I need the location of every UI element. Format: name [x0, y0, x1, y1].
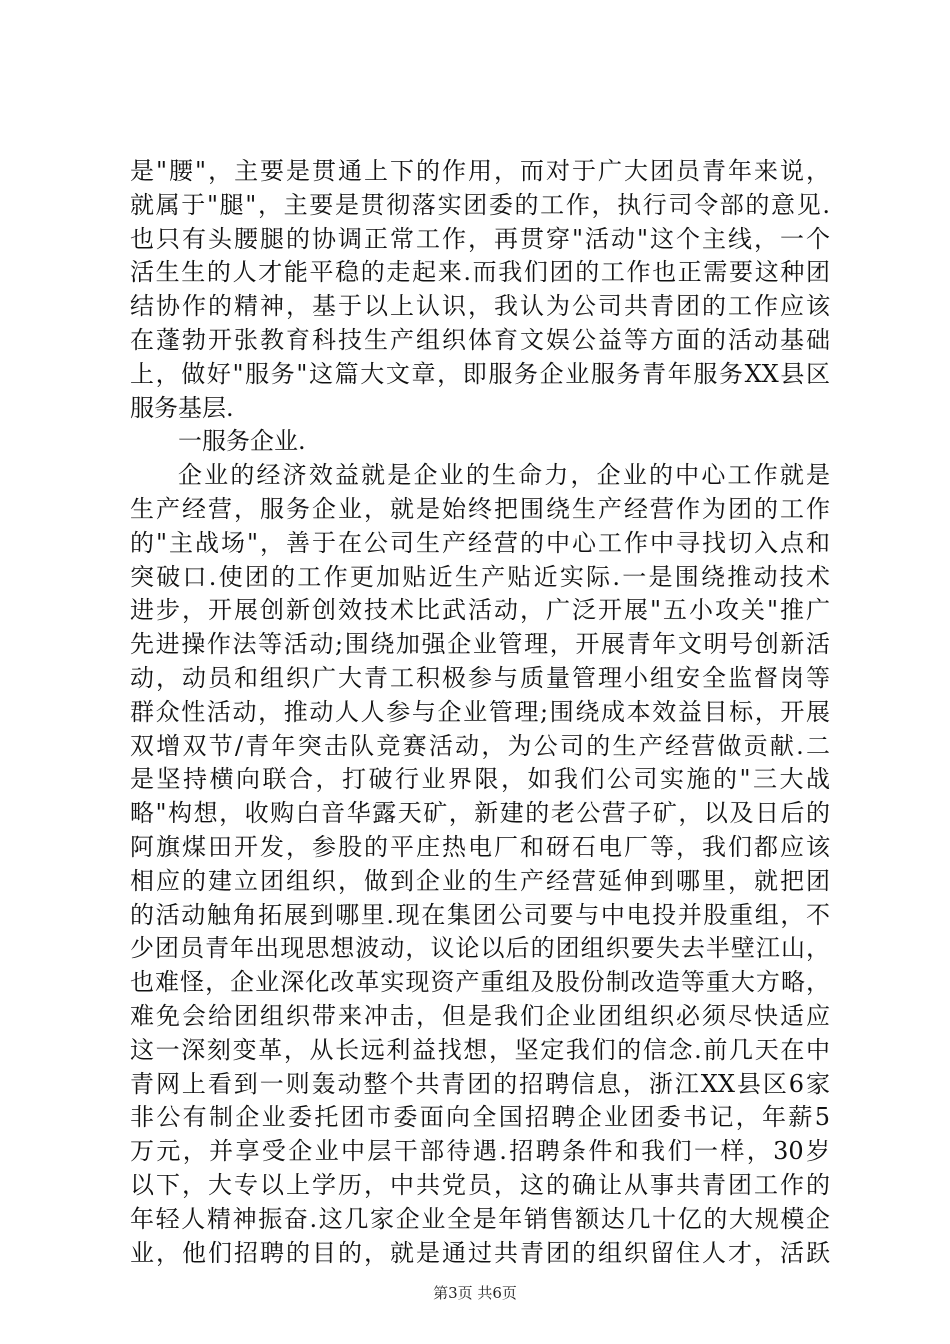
page-footer: 第3页 共6页 — [433, 1284, 517, 1302]
text-line: 也只有头腰腿的协调正常工作，再贯穿"活动"这个主线，一个 — [130, 224, 830, 253]
text-line: 业，他们招聘的目的，就是通过共青团的组织留住人才，活跃 — [130, 1238, 830, 1267]
text-line: 进步，开展创新创效技术比武活动，广泛开展"五小攻关"推广 — [130, 596, 830, 625]
text-line: 是"腰"，主要是贯通上下的作用，而对于广大团员青年来说， — [130, 157, 830, 185]
text-line: 相应的建立团组织，做到企业的生产经营延伸到哪里，就把团 — [130, 866, 830, 895]
text-line: 以下，大专以上学历，中共党员，这的确让从事共青团工作的 — [130, 1170, 830, 1199]
text-line: 上，做好"服务"这篇大文章，即服务企业服务青年服务XX县区 — [130, 359, 830, 388]
text-line: 结协作的精神，基于以上认识，我认为公司共青团的工作应该 — [130, 292, 830, 321]
text-line: 活生生的人才能平稳的走起来.而我们团的工作也正需要这种团 — [130, 258, 830, 287]
text-line: 也难怪，企业深化改革实现资产重组及股份制改造等重大方略， — [130, 968, 830, 997]
text-line: 少团员青年出现思想波动，议论以后的团组织要失去半壁江山， — [130, 934, 830, 963]
text-line: 企业的经济效益就是企业的生命力，企业的中心工作就是 — [178, 461, 830, 490]
text-line: 难免会给团组织带来冲击，但是我们企业团组织必须尽快适应 — [130, 1001, 830, 1030]
text-line: 阿旗煤田开发，参股的平庄热电厂和砑石电厂等，我们都应该 — [130, 832, 830, 861]
text-line: 的"主战场"，善于在公司生产经营的中心工作中寻找切入点和 — [130, 528, 830, 557]
text-line: 双增双节/青年突击队竞赛活动，为公司的生产经营做贡献.二 — [130, 731, 830, 760]
text-line: 这一深刻变革，从长远利益找想，坚定我们的信念.前几天在中 — [130, 1035, 830, 1064]
text-line: 青网上看到一则轰动整个共青团的招聘信息，浙江XX县区6家 — [130, 1069, 830, 1098]
text-line: 就属于"腿"，主要是贯彻落实团委的工作，执行司令部的意见. — [130, 190, 830, 219]
text-line: 年轻人精神振奋.这几家企业全是年销售额达几十亿的大规模企 — [130, 1204, 830, 1233]
text-line: 突破口.使团的工作更加贴近生产贴近实际.一是围绕推动技术 — [130, 562, 830, 591]
text-line: 服务基层. — [130, 393, 234, 422]
body-text — [130, 155, 830, 1270]
text-line: 群众性活动，推动人人参与企业管理;围绕成本效益目标，开展 — [130, 697, 830, 726]
text-line: 非公有制企业委托团市委面向全国招聘企业团委书记，年薪5 — [130, 1103, 830, 1132]
text-line: 略"构想，收购白音华露天矿，新建的老公营子矿，以及日后的 — [130, 799, 830, 828]
text-line: 在蓬勃开张教育科技生产组织体育文娱公益等方面的活动基础 — [130, 325, 830, 354]
text-line: 是坚持横向联合，打破行业界限，如我们公司实施的"三大战 — [130, 765, 830, 794]
text-line: 的活动触角拓展到哪里.现在集团公司要与中电投并股重组，不 — [130, 900, 830, 929]
text-line: 动，动员和组织广大青工积极参与质量管理小组安全监督岗等 — [130, 663, 830, 692]
section-heading: 一服务企业. — [178, 427, 306, 456]
text-line: 先进操作法等活动;围绕加强企业管理，开展青年文明号创新活 — [130, 630, 830, 659]
text-line: 万元，并享受企业中层干部待遇.招聘条件和我们一样，30岁 — [130, 1137, 830, 1166]
text-line: 生产经营，服务企业，就是始终把围绕生产经营作为团的工作 — [130, 494, 830, 523]
